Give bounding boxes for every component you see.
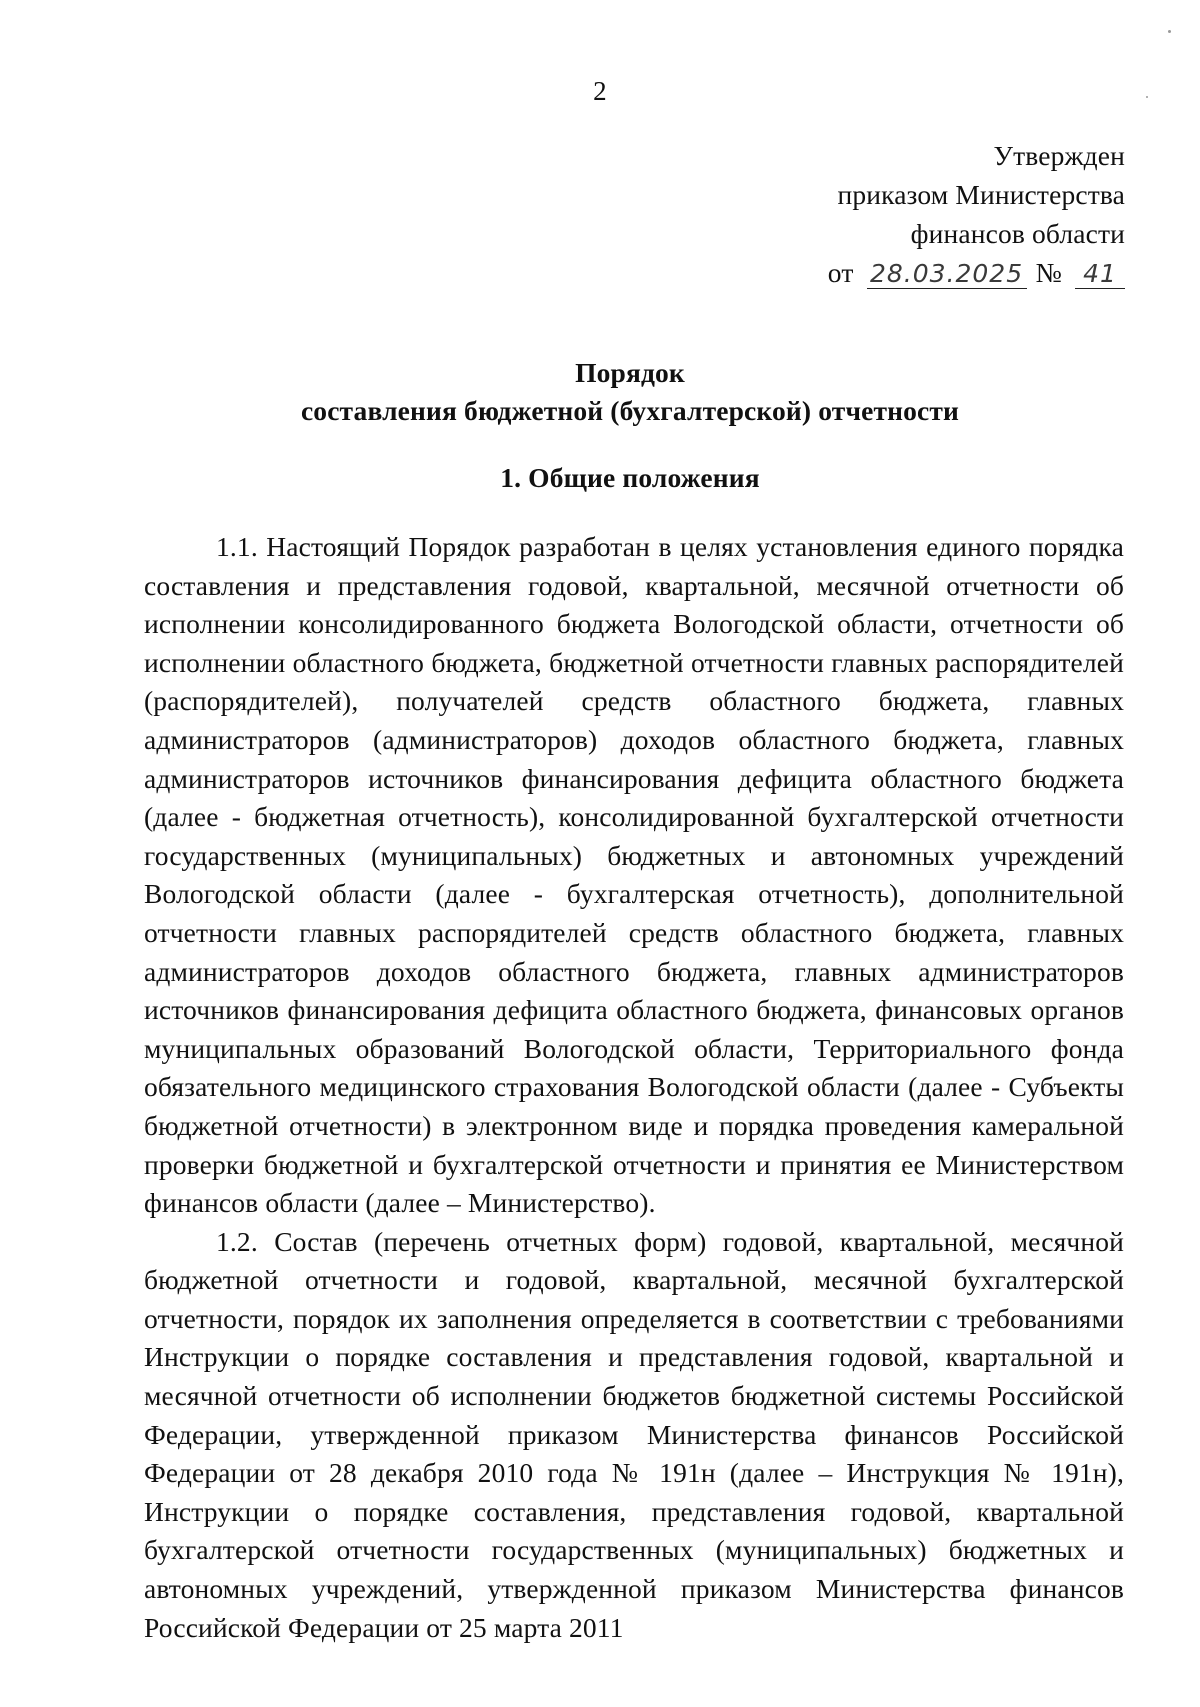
paragraph-1-2: 1.2. Состав (перечень отчетных форм) годовой, квартальной, месячной бюджетной отчетности и годовой, квартальной, месячной бухгалтерской отчетности, порядок их заполнения определяется в соответствии с требованиями Инструкции о порядке составления и представления годовой, квартальной и месячной отчетности об исполнении бюджетов бюджетной системы Российской Федерации, утвержденной приказом Министерства финансов Российской Федерации от 28 декабря 2010 года № 191н (далее – Инструкция № 191н), Инструкции о порядке составления, представления годовой, квартальной бухгалтерской отчетности государственных (муниципальных) бюджетных и автономных учреждений, утвержденной приказом Министерства финансов Российской Федерации от 25 марта 2011 [144,1225,1124,1643]
approval-number-label: № [1035,257,1062,288]
page-number: 2 [593,76,607,106]
paragraph-1-1: 1.1. Настоящий Порядок разработан в целях установления единого порядка составления и представления годовой, квартальной, месячной отчетности об исполнении консолидированного бюджета Вологодской области, отчетности об исполнении областного бюджета, бюджетной отчетности главных распорядителей (распорядителей), получателей средств областного бюджета, главных администраторов (администраторов) доходов областного бюджета, главных администраторов источников финансирования дефицита областного бюджета (далее - бюджетная отчетность), консолидированной бухгалтерской отчетности государственных (муниципальных) бюджетных и автономных учреждений Вологодской области (далее - бухгалтерская отчетность), дополнительной отчетности главных распорядителей средств областного бюджета, главных администраторов доходов областного бюджета, главных администраторов источников финансирования дефицита областного бюджета, финансовых органов муниципальных образований Вологодской области, Территориального фонда обязательного медицинского страхования Вологодской области (далее - Субъекты бюджетной отчетности) в электронном виде и порядка проведения камеральной проверки бюджетной и бухгалтерской отчетности и принятия ее Министерством финансов области (далее – Министерство). [144,531,1124,1219]
approval-line-date-number [705,253,1125,292]
approval-line-approved: Утвержден [993,140,1125,171]
title-line-2: составления бюджетной (бухгалтерской) отчетности [300,395,960,426]
document-title [140,354,1120,430]
section-heading: 1. Общие положения [500,462,760,493]
handwritten-number: 41 [1075,260,1125,289]
title-line-1: Порядок [575,357,685,388]
handwritten-date: 28.03.2025 [867,260,1027,289]
approval-stamp-block [705,136,1125,292]
scan-speck [1168,30,1171,33]
document-body [144,528,1124,1647]
scan-speck [1146,96,1148,98]
approval-line-order: приказом Министерства [837,179,1125,210]
approval-line-ministry: финансов области [910,218,1125,249]
approval-from-label: от [827,257,854,288]
